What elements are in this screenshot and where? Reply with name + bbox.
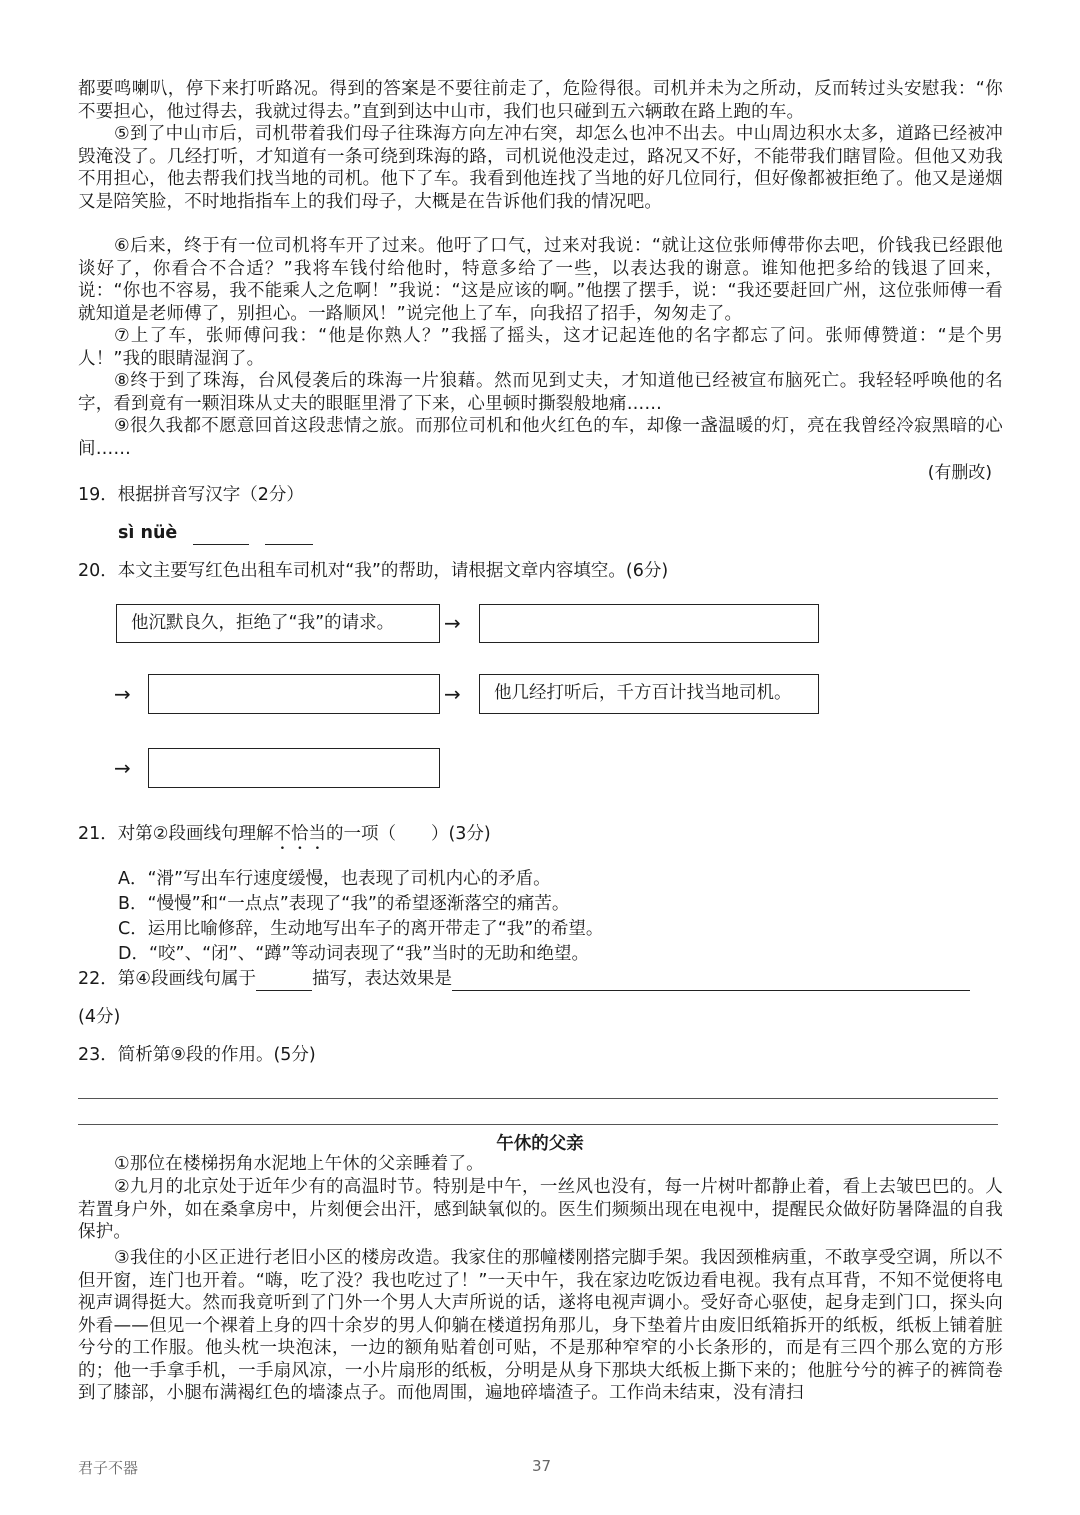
- flow-box-1: 他沉默良久，拒绝了“我”的请求。: [116, 604, 440, 643]
- passage1-paragraph-9: ⑨很久我都不愿意回首这段悲情之旅。而那位司机和他火红色的车，却像一盏温暖的灯，亮在我曾经冷寂黑暗的心间……: [78, 416, 1003, 459]
- question-20: 20．本文主要写红色出租车司机对“我”的帮助，请根据文章内容填空。(6分): [78, 561, 669, 581]
- flow-arrow-2: →: [114, 682, 131, 706]
- question-19-answer-line: [118, 522, 313, 545]
- passage1-paragraph-7: ⑦上了车，张师傅问我：“他是你熟人？”我摇了摇头，这才记起连他的名字都忘了问。张师傅赞道：“是个男人！”我的眼睛湿润了。: [78, 326, 1003, 369]
- flow-box-2-blank[interactable]: [479, 604, 819, 643]
- flow-box-5-blank[interactable]: [148, 748, 440, 788]
- option-a[interactable]: A．“滑”写出车行速度缓慢，也表现了司机内心的矛盾。: [118, 869, 551, 889]
- flow-box-3-blank[interactable]: [148, 674, 440, 714]
- emphasis-text: 不恰当: [273, 824, 326, 844]
- footer-brand: 君子不器: [78, 1459, 139, 1477]
- pinyin-text: sì nüè: [118, 523, 178, 543]
- answer-blank-effect[interactable]: [452, 968, 970, 991]
- flow-arrow-3: →: [444, 682, 461, 706]
- option-d[interactable]: D．“咬”、“闭”、“蹲”等动词表现了“我”当时的无助和绝望。: [118, 944, 590, 964]
- page-number: 37: [532, 1457, 552, 1475]
- passage1-paragraph-continued: 都要鸣喇叭，停下来打听路况。得到的答案是不要往前走了，危险得很。司机并未为之所动，反而转过头安慰我：“你不要担心，他过得去，我就过得去。”直到到达中山市，我们也只碰到五六辆敢在路上跑的车。: [78, 79, 1003, 122]
- question-23: 23．简析第⑨段的作用。(5分): [78, 1045, 316, 1065]
- question-19: 19．根据拼音写汉字（2分）: [78, 485, 304, 505]
- answer-line-2[interactable]: [78, 1124, 998, 1125]
- passage2-title: 午休的父亲: [496, 1134, 584, 1154]
- passage1-paragraph-6: ⑥后来，终于有一位司机将车开了过来。他吁了口气，过来对我说：“就让这位张师傅带你去吧，价钱我已经跟他谈好了，你看合不合适？”我将车钱付给他时，特意多给了一些，以表达我的谢意。谁知他把多给的钱退了回来，说：“你也不容易，我不能乘人之危啊！”我说：“这是应该的啊。”他摆了摆手，说：“我还要赶回广州，这位张师傅一看就知道是老师傅了，别担心。一路顺风！”说完他上了车，向我招了招手，匆匆走了。: [78, 236, 1003, 324]
- flow-box-4: 他几经打听后，千方百计找当地司机。: [479, 674, 819, 714]
- question-22-score: (4分): [78, 1007, 121, 1027]
- answer-blank-2[interactable]: [265, 522, 313, 545]
- question-22: 22．第④段画线句属于 描写，表达效果是: [78, 968, 970, 991]
- passage2-paragraph-3: ③我住的小区正进行老旧小区的楼房改造。我家住的那幢楼刚搭完脚手架。我因颈椎病重，不敢享受空调，所以不但开窗，连门也开着。“嗨，吃了没？我也吃过了！”一天中午，我在家边吃饭边看电视。我有点耳背，不知不觉便将电视声调得挺大。然而我竟听到了门外一个男人大声所说的话，遂将电视声调小。受好奇心驱使，起身走到门口，探头向外看——但见一个裸着上身的四十余岁的男人仰躺在楼道拐角那儿，身下垫着片由废旧纸箱拆开的纸板，纸板上铺着脏兮兮的工作服。他头枕一块泡沫，一边的额角贴着创可贴，不是那种窄窄的小长条形的，而是有三四个那么宽的方形的；他一手拿手机，一手扇风凉，一小片扇形的纸板，分明是从身下那块大纸板上撕下来的；他脏兮兮的裤子的裤筒卷到了膝部，小腿布满褐红色的墙漆点子。而他周围，遍地碎墙渣子。工作尚未结束，没有清扫: [78, 1248, 1003, 1403]
- option-c[interactable]: C．运用比喻修辞，生动地写出车子的离开带走了“我”的希望。: [118, 919, 604, 939]
- passage2-paragraph-2: ②九月的北京处于近年少有的高温时节。特别是中午，一丝风也没有，每一片树叶都静止着，看上去皱巴巴的。人若置身户外，如在桑拿房中，片刻便会出汗，感到缺氧似的。医生们频频出现在电视中，提醒民众做好防暑降温的自我保护。: [78, 1177, 1003, 1242]
- answer-line-1[interactable]: [78, 1098, 998, 1099]
- passage1-paragraph-8: ⑧终于到了珠海，台风侵袭后的珠海一片狼藉。然而见到丈夫，才知道他已经被宣布脑死亡。我轻轻呼唤他的名字，看到竟有一颗泪珠从丈夫的眼眶里滑了下来，心里顿时撕裂般地痛……: [78, 371, 1003, 414]
- flow-arrow-4: →: [114, 756, 131, 780]
- passage2-paragraph-1: ①那位在楼梯拐角水泥地上午休的父亲睡着了。: [114, 1154, 484, 1174]
- passage1-paragraph-5: ⑤到了中山市后，司机带着我们母子往珠海方向左冲右突，却怎么也冲不出去。中山周边积水太多，道路已经被冲毁淹没了。几经打听，才知道有一条可绕到珠海的路，司机说他没走过，路况又不好，不能带我们瞎冒险。但他又劝我不用担心，他去帮我们找当地的司机。他下了车。我看到他连找了当地的好几位同行，但好像都被拒绝了。他又是递烟又是陪笑脸，不时地指指车上的我们母子，大概是在告诉他们我的情况吧。: [78, 124, 1003, 212]
- option-b[interactable]: B．“慢慢”和“一点点”表现了“我”的希望逐渐落空的痛苦。: [118, 894, 570, 914]
- flow-arrow-1: →: [444, 611, 461, 635]
- answer-blank-description-type[interactable]: [256, 968, 312, 991]
- revision-note: (有删改): [927, 463, 992, 483]
- question-21: 21．对第②段画线句理解不恰当的一项（ ）(3分): [78, 824, 491, 844]
- answer-blank-1[interactable]: [193, 522, 249, 545]
